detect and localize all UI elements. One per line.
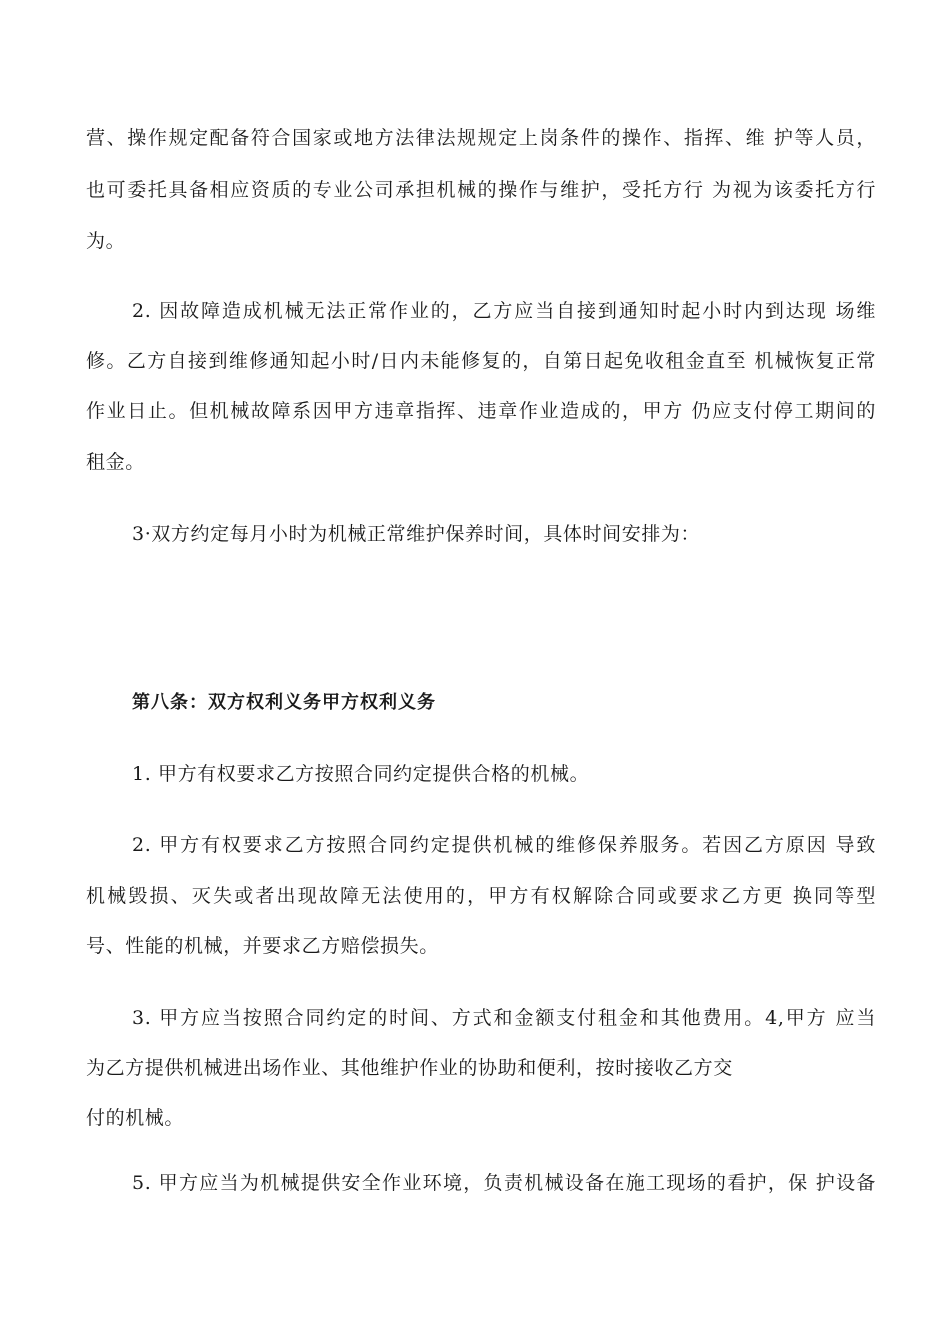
paragraph-line: 3·双方约定每月小时为机械正常维护保养时间，具体时间安排为：	[132, 523, 701, 545]
paragraph-line: 修。乙方自接到维修通知起小时/日内未能修复的，自第日起免收租金直至 机械恢复正常	[86, 350, 876, 372]
article-heading: 第八条：双方权利义务甲方权利义务	[132, 692, 436, 713]
list-item-line: 1. 甲方有权要求乙方按照合同约定提供合格的机械。	[132, 763, 590, 785]
paragraph-line: 2. 因故障造成机械无法正常作业的，乙方应当自接到通知时起小时内到达现 场维	[132, 300, 876, 322]
paragraph-line: 营、操作规定配备符合国家或地方法律法规规定上岗条件的操作、指挥、维 护等人员，	[86, 127, 876, 149]
list-item-line: 机械毁损、灭失或者出现故障无法使用的，甲方有权解除合同或要求乙方更 换同等型	[86, 885, 876, 907]
list-item-line: 2. 甲方有权要求乙方按照合同约定提供机械的维修保养服务。若因乙方原因 导致	[132, 834, 876, 856]
paragraph-line: 租金。	[86, 451, 145, 473]
list-item-line: 为乙方提供机械进出场作业、其他维护作业的协助和便利，按时接收乙方交	[86, 1057, 733, 1079]
paragraph-line: 为。	[86, 230, 126, 252]
list-item-line: 3. 甲方应当按照合同约定的时间、方式和金额支付租金和其他费用。4,甲方 应当	[132, 1007, 876, 1029]
list-item-line: 号、性能的机械，并要求乙方赔偿损失。	[86, 935, 439, 957]
paragraph-line: 也可委托具备相应资质的专业公司承担机械的操作与维护，受托方行 为视为该委托方行	[86, 179, 876, 201]
list-item-line: 5. 甲方应当为机械提供安全作业环境，负责机械设备在施工现场的看护，保 护设备	[132, 1172, 876, 1194]
list-item-line: 付的机械。	[86, 1107, 185, 1129]
paragraph-line: 作业日止。但机械故障系因甲方违章指挥、违章作业造成的，甲方 仍应支付停工期间的	[86, 400, 876, 422]
